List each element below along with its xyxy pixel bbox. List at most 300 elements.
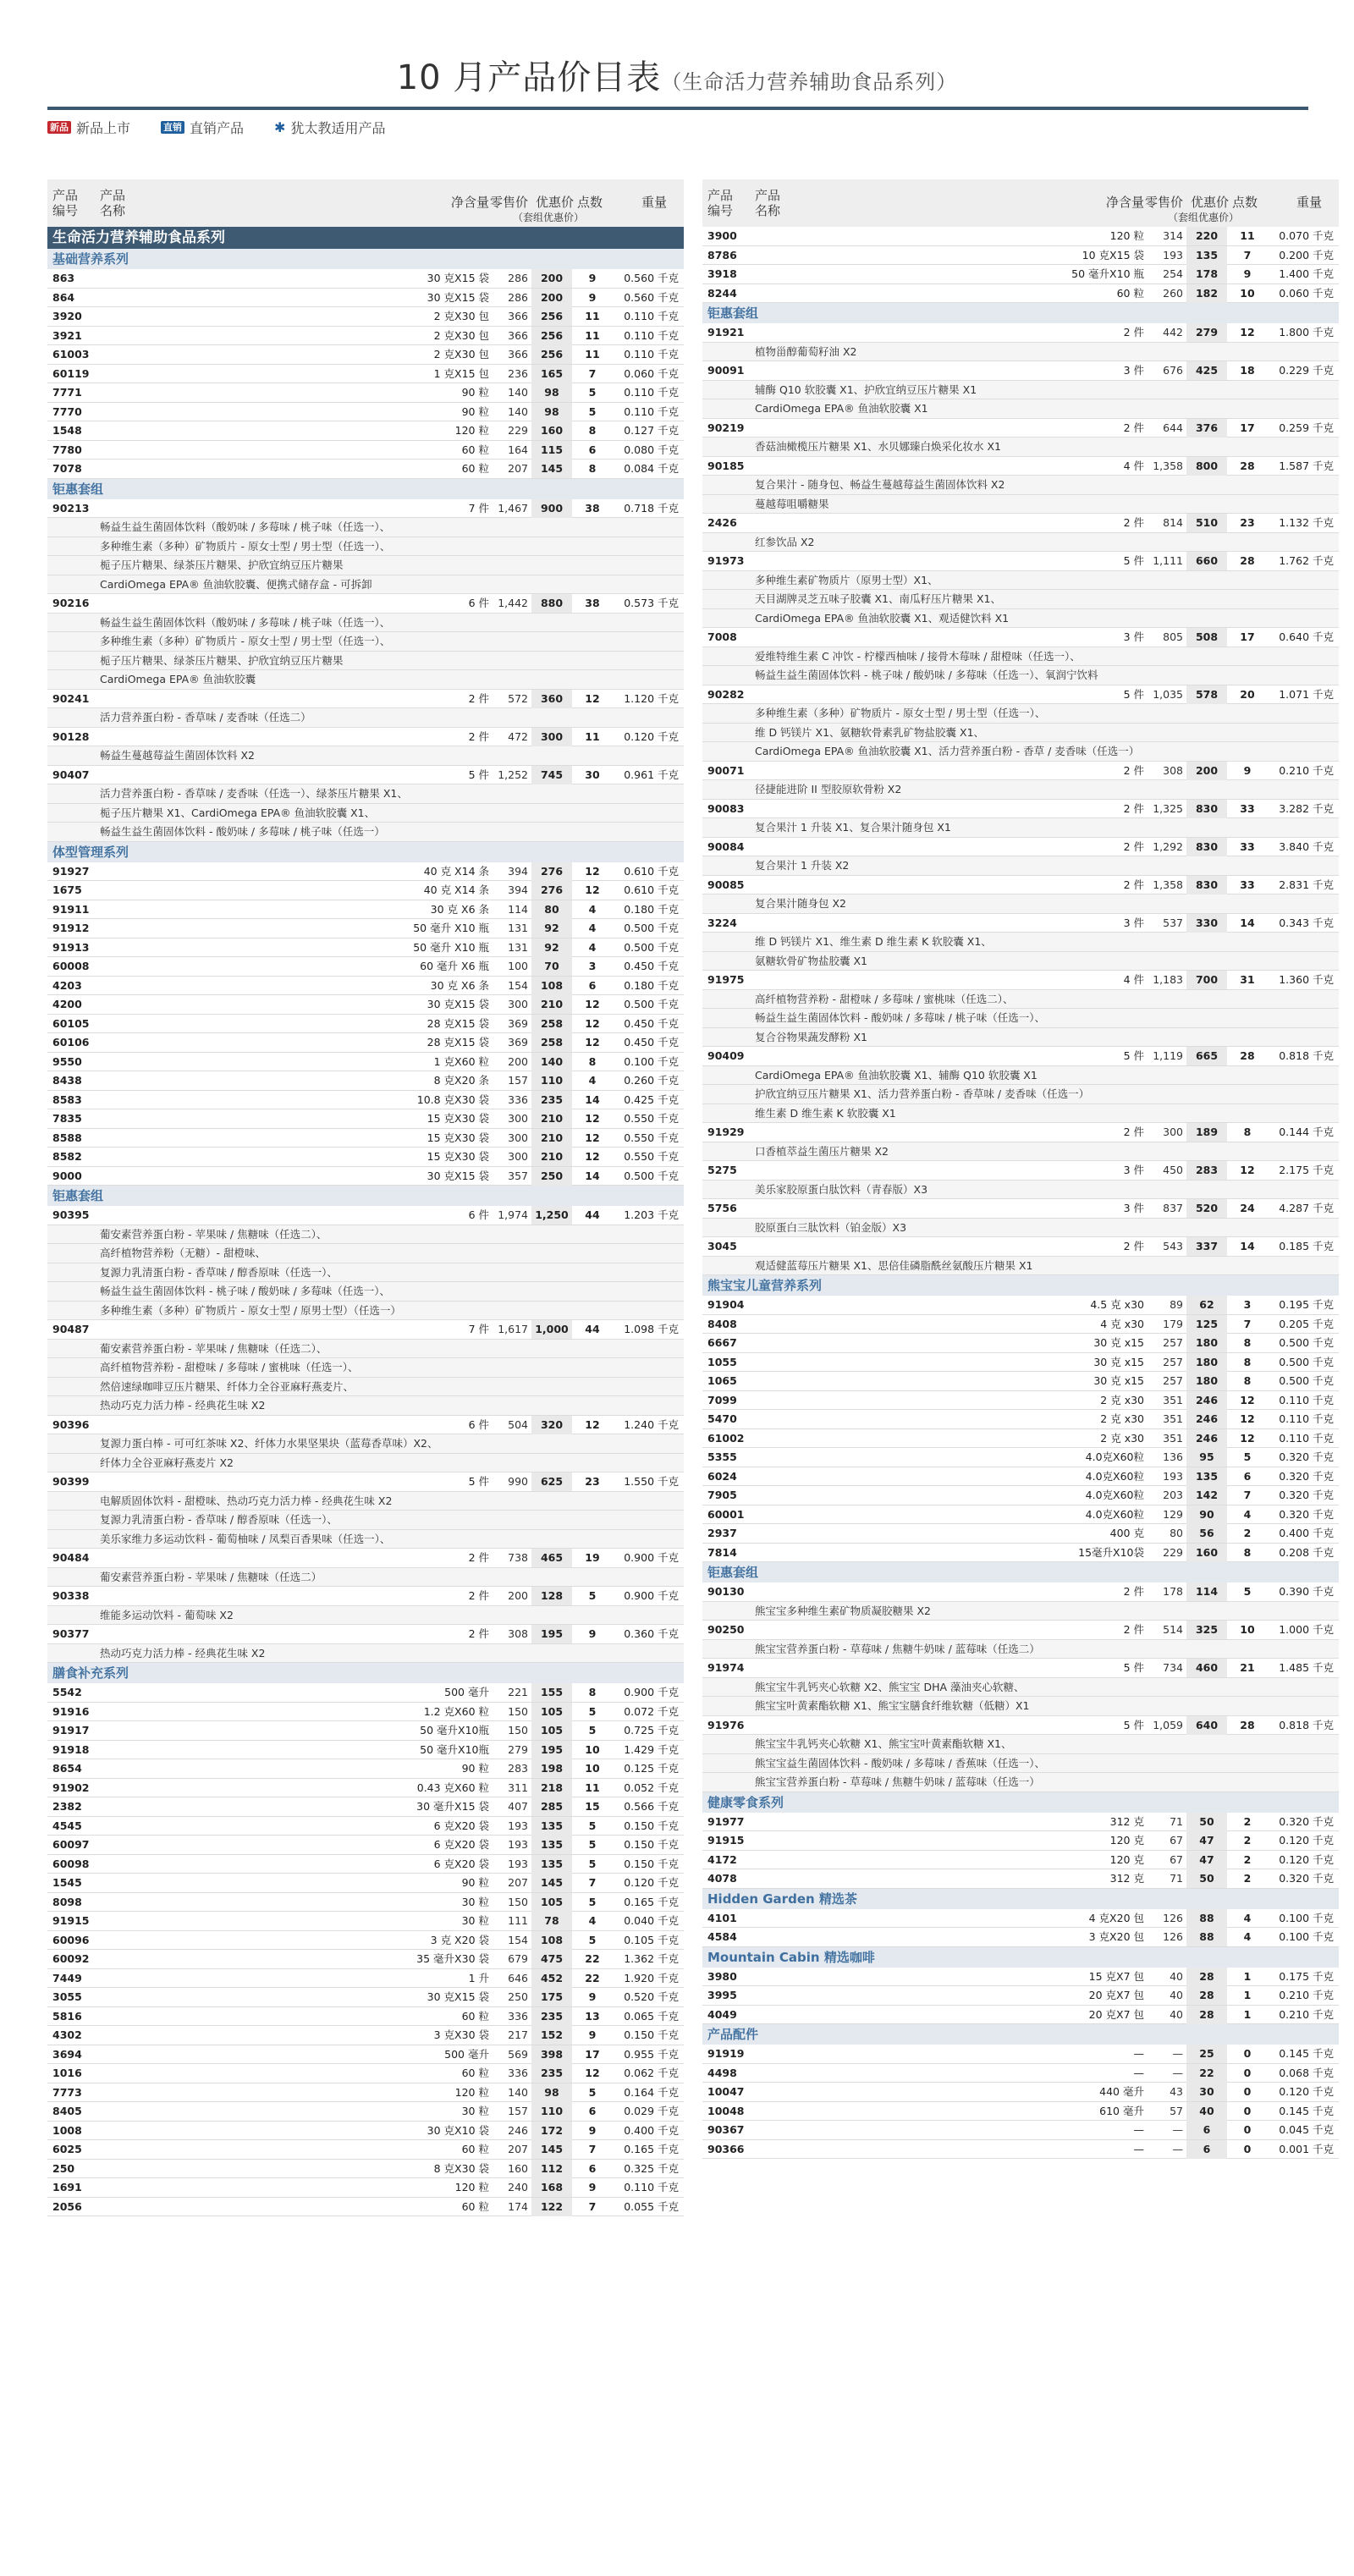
product-code: 5542 [52, 1686, 82, 1698]
product-code: 90083 [707, 801, 745, 815]
member-price: 25 [1186, 2045, 1227, 2063]
product-row [702, 1410, 1339, 1429]
net-content: 30 克X15 袋 [427, 1169, 489, 1182]
product-code: 91975 [707, 973, 745, 986]
member-price: 283 [1186, 1161, 1227, 1180]
product-code: 90409 [707, 1049, 745, 1062]
points: 7 [1243, 1489, 1252, 1501]
product-row [47, 919, 684, 938]
points: 23 [585, 1475, 600, 1488]
weight: 0.068 千克 [1279, 2066, 1334, 2079]
points: 5 [588, 1819, 597, 1832]
member-price: 155 [531, 1683, 572, 1702]
net-content: 30 克 x15 [1093, 1336, 1144, 1349]
product-row [47, 1167, 684, 1186]
section-title: 熊宝宝儿童营养系列 [707, 1278, 823, 1293]
retail-price: 174 [508, 2199, 528, 2213]
net-content: 15 克X30 袋 [427, 1112, 489, 1125]
product-code: 7773 [52, 2085, 82, 2099]
retail-price: 1,111 [1153, 554, 1183, 567]
net-content: 6 件 [468, 1417, 489, 1431]
member-price: 800 [1186, 457, 1227, 476]
retail-price: 164 [508, 443, 528, 456]
retail-price: 136 [1163, 1450, 1183, 1463]
retail-price: 150 [508, 1724, 528, 1737]
member-price: 175 [531, 1988, 572, 2006]
weight: 0.818 千克 [1279, 1718, 1334, 1731]
weight: 1.587 千克 [1279, 459, 1334, 472]
member-price: 830 [1186, 800, 1227, 818]
points: 23 [1240, 516, 1255, 529]
member-price: 105 [531, 1721, 572, 1740]
weight: 0.180 千克 [624, 978, 679, 992]
weight: 0.900 千克 [624, 1686, 679, 1698]
net-content: 2 件 [1123, 1240, 1144, 1252]
set-contents-row [47, 614, 684, 633]
retail-price: 67 [1170, 1834, 1183, 1847]
points: 8 [588, 1054, 597, 1068]
product-code: 5275 [707, 1164, 737, 1176]
set-contents: 熊宝宝牛乳钙夹心软糖 X2、熊宝宝 DHA 藻油夹心软糖、 [755, 1680, 1025, 1693]
member-price: 30 [1186, 2083, 1227, 2101]
product-code: 1055 [707, 1355, 737, 1368]
net-content: 2 件 [1123, 1126, 1144, 1138]
weight: 0.150 千克 [624, 1838, 679, 1851]
weight: 0.150 千克 [624, 1857, 679, 1870]
product-code: 90487 [52, 1323, 90, 1335]
net-content: 1 克X60 粒 [433, 1054, 489, 1068]
product-code: 3918 [707, 267, 737, 280]
net-content: 2 件 [468, 1589, 489, 1602]
set-contents-row [47, 518, 684, 537]
weight: 0.145 千克 [1279, 2047, 1334, 2060]
points: 5 [588, 1933, 597, 1946]
member-price: 235 [531, 1091, 572, 1109]
set-contents-row [702, 590, 1339, 609]
weight: 0.055 千克 [624, 2199, 679, 2213]
section-title: 钜惠套组 [52, 481, 104, 497]
product-code: 90250 [707, 1623, 745, 1636]
net-content: 2 件 [1123, 839, 1144, 853]
product-row [47, 1779, 684, 1798]
set-contents: 纤体力全谷亚麻籽燕麦片 X2 [100, 1456, 234, 1469]
weight: 0.400 千克 [624, 2123, 679, 2137]
product-code: 60097 [52, 1838, 90, 1851]
points: 12 [585, 1150, 600, 1163]
member-price: 28 [1186, 1968, 1227, 1986]
set-contents-row [702, 856, 1339, 876]
product-row [702, 1315, 1339, 1335]
weight: 1.362 千克 [624, 1952, 679, 1965]
member-price: 465 [531, 1549, 572, 1567]
retail-price: 80 [1170, 1527, 1183, 1539]
points: 2 [1243, 1834, 1252, 1847]
weight: 0.500 千克 [1279, 1374, 1334, 1387]
member-price: 88 [1186, 1928, 1227, 1946]
net-content: 4 克 x30 [1100, 1317, 1144, 1330]
points: 8 [588, 424, 597, 437]
retail-price: 160 [508, 2161, 528, 2175]
weight: 0.175 千克 [1279, 1969, 1334, 1983]
set-contents: 护欣宜纳豆压片糖果 X1、活力营养蛋白粉 - 香草味 / 麦香味（任选一） [755, 1087, 1090, 1100]
retail-price: 157 [508, 1074, 528, 1087]
points: 12 [585, 883, 600, 896]
retail-price: 154 [508, 1933, 528, 1946]
product-code: 91976 [707, 1718, 745, 1731]
set-contents: 多种维生素（多种）矿物质片 - 原女士型 / 男士型（任选一）、 [100, 539, 391, 553]
net-content: 4 件 [1123, 973, 1144, 986]
retail-price: 514 [1163, 1623, 1183, 1636]
member-price: 520 [1186, 1199, 1227, 1218]
set-contents: 畅益生益生菌固体饮料（酸奶味 / 多莓味 / 桃子味（任选一）、 [100, 520, 391, 533]
retail-price: 246 [508, 2123, 528, 2137]
product-row [47, 2026, 684, 2045]
set-contents-row [47, 1263, 684, 1283]
product-code: 8408 [707, 1317, 737, 1330]
product-code: 90071 [707, 763, 745, 777]
legend-direct-label: 直销产品 [190, 119, 245, 136]
points: 12 [585, 1112, 600, 1125]
points: 4 [588, 1074, 597, 1087]
net-content: 4 克X20 包 [1088, 1911, 1144, 1924]
product-code: 90377 [52, 1627, 90, 1640]
points: 0 [1243, 2142, 1252, 2155]
retail-price: 1,974 [498, 1208, 528, 1221]
product-row [702, 2140, 1339, 2160]
weight: 0.961 千克 [624, 768, 679, 781]
set-contents-row [47, 1644, 684, 1664]
retail-price: 644 [1163, 421, 1183, 434]
set-contents: 畅益生蔓越莓益生菌固体饮料 X2 [100, 749, 255, 762]
set-row [702, 1047, 1339, 1066]
weight: 0.560 千克 [624, 272, 679, 284]
points: 5 [588, 1704, 597, 1718]
section-title: 钜惠套组 [707, 305, 759, 321]
member-price: 189 [1186, 1123, 1227, 1142]
member-price: 50 [1186, 1813, 1227, 1831]
member-price: 256 [531, 327, 572, 345]
set-contents-row [702, 894, 1339, 914]
member-price: 98 [531, 403, 572, 421]
set-row [702, 1621, 1339, 1640]
member-price: 640 [1186, 1716, 1227, 1735]
set-contents: 高纤植物营养粉 - 甜橙味 / 多莓味 / 蜜桃味（任选一）、 [100, 1361, 359, 1373]
retail-price: 300 [508, 1150, 528, 1163]
weight: 0.100 千克 [1279, 1911, 1334, 1924]
member-price: 246 [1186, 1429, 1227, 1448]
net-content: 2 克 x30 [1100, 1412, 1144, 1425]
product-code: 90399 [52, 1475, 90, 1488]
retail-price: 366 [508, 328, 528, 342]
weight: 0.165 千克 [624, 2143, 679, 2155]
retail-price: 257 [1163, 1374, 1183, 1387]
set-contents: 热动巧克力活力棒 - 经典花生味 X2 [100, 1399, 266, 1412]
net-content: 440 毫升 [1099, 2085, 1144, 2098]
retail-price: 193 [1163, 248, 1183, 261]
product-code: 1545 [52, 1876, 82, 1889]
set-contents-row [702, 647, 1339, 667]
net-content: 60 毫升 X6 瓶 [420, 960, 489, 972]
product-code: 10047 [707, 2085, 745, 2098]
product-row [702, 1429, 1339, 1449]
set-contents-row [702, 990, 1339, 1010]
set-contents: 葡安素营养蛋白粉 - 苹果味 / 焦糖味（任选二）、 [100, 1227, 327, 1241]
net-content: 2 件 [1123, 763, 1144, 777]
retail-price: 67 [1170, 1852, 1183, 1866]
member-price: 178 [1186, 265, 1227, 283]
product-row [47, 1988, 684, 2007]
product-row [702, 1928, 1339, 1947]
weight: 0.127 千克 [624, 424, 679, 437]
member-price: 122 [531, 2198, 572, 2216]
member-price: 210 [531, 1109, 572, 1128]
retail-price: 207 [508, 2143, 528, 2155]
legend-new [47, 118, 130, 137]
net-content: 5 件 [468, 1475, 489, 1488]
product-row [702, 265, 1339, 284]
product-row [702, 1524, 1339, 1544]
set-contents-row [702, 609, 1339, 629]
product-code: 90338 [52, 1589, 90, 1602]
product-code: 90396 [52, 1417, 90, 1431]
product-row [47, 2122, 684, 2141]
net-content: 50 毫升X10瓶 [420, 1742, 489, 1756]
new-badge-icon: 新品 [47, 121, 71, 134]
set-contents-row [702, 1735, 1339, 1754]
net-content: 30 克X15 袋 [427, 290, 489, 304]
hdr-net: 净含量 [1105, 195, 1144, 210]
net-content: 90 粒 [461, 1762, 489, 1775]
retail-price: 676 [1163, 364, 1183, 377]
member-price: 218 [531, 1779, 572, 1797]
retail-price: 990 [508, 1475, 528, 1488]
set-contents-row [702, 438, 1339, 457]
retail-price: 193 [508, 1857, 528, 1870]
points: 12 [585, 691, 600, 705]
product-row [702, 246, 1339, 266]
set-contents: 复源力乳清蛋白粉 - 香草味 / 醇香原味（任选一）、 [100, 1513, 338, 1526]
weight: 0.320 千克 [1279, 1469, 1334, 1483]
product-code: 3045 [707, 1240, 737, 1252]
retail-price: 89 [1170, 1298, 1183, 1311]
net-content: — [1133, 2123, 1144, 2136]
member-price: 360 [531, 690, 572, 708]
retail-price: 150 [508, 1895, 528, 1908]
net-content: 7 件 [468, 501, 489, 515]
net-content: 30 粒 [461, 1914, 489, 1927]
member-price: 168 [531, 2178, 572, 2197]
retail-price: 369 [508, 1036, 528, 1049]
member-price: 160 [1186, 1544, 1227, 1562]
weight: 0.320 千克 [1279, 1450, 1334, 1463]
set-contents: 维能多运动饮料 - 葡萄味 X2 [100, 1608, 234, 1621]
weight: 0.080 千克 [624, 443, 679, 456]
product-code: 91918 [52, 1742, 90, 1756]
product-code: 60096 [52, 1933, 90, 1946]
product-row [702, 1486, 1339, 1505]
member-price: 830 [1186, 838, 1227, 856]
retail-price: 286 [508, 290, 528, 304]
net-content: 120 克 [1109, 1852, 1144, 1866]
set-contents: 爱维特维生素 C 冲饮 - 柠檬西柚味 / 接骨木莓味 / 甜橙味（任选一）、 [755, 649, 1081, 663]
product-row [702, 227, 1339, 246]
weight: 0.550 千克 [624, 1112, 679, 1125]
set-contents-row [47, 670, 684, 690]
section-header [47, 249, 684, 269]
member-price: 210 [531, 1148, 572, 1166]
points: 9 [588, 2123, 597, 2137]
member-price: 92 [531, 919, 572, 938]
weight: 0.195 千克 [1279, 1298, 1334, 1311]
product-row [47, 2083, 684, 2103]
legend-kosher [274, 118, 385, 137]
set-contents: 蔓越莓咀嚼糖果 [755, 497, 829, 510]
table-header-right [702, 179, 1339, 227]
points: 1 [1243, 1969, 1252, 1983]
hdr-retail: 零售价 [1144, 195, 1183, 210]
member-price: 110 [531, 2102, 572, 2121]
weight: 1.071 千克 [1279, 687, 1334, 701]
points: 4 [588, 940, 597, 954]
weight: 2.831 千克 [1279, 878, 1334, 891]
member-price: 80 [531, 900, 572, 919]
product-code: 9000 [52, 1169, 82, 1182]
product-row [47, 2064, 684, 2083]
retail-price: 43 [1170, 2085, 1183, 2098]
weight: 0.259 千克 [1279, 421, 1334, 434]
product-code: 3921 [52, 328, 82, 342]
product-row [47, 1741, 684, 1760]
net-content: 28 克X15 袋 [427, 1036, 489, 1049]
set-row [702, 1716, 1339, 1736]
net-content: 2 件 [1123, 878, 1144, 891]
section-header [47, 842, 684, 862]
net-content: 15 克X30 袋 [427, 1131, 489, 1144]
points: 7 [1243, 248, 1252, 261]
retail-price: 336 [508, 1093, 528, 1106]
legend-direct [161, 118, 244, 137]
product-code: 60105 [52, 1016, 90, 1030]
set-contents-row [702, 666, 1339, 685]
product-row [47, 1817, 684, 1836]
member-price: 256 [531, 345, 572, 364]
net-content: 120 粒 [454, 2085, 489, 2099]
retail-price: 236 [508, 366, 528, 380]
right-column [702, 179, 1339, 2159]
retail-price: 450 [1163, 1164, 1183, 1176]
retail-price: 837 [1163, 1202, 1183, 1214]
weight: 0.500 千克 [624, 1169, 679, 1182]
product-code: 1548 [52, 424, 82, 437]
net-content: 15 克X30 袋 [427, 1150, 489, 1163]
product-code: 4101 [707, 1911, 737, 1924]
weight: 0.105 千克 [624, 1933, 679, 1946]
retail-price: 257 [1163, 1355, 1183, 1368]
member-price: 195 [531, 1625, 572, 1643]
retail-price: 1,035 [1153, 687, 1183, 701]
product-code: 3694 [52, 2047, 82, 2061]
points: 44 [585, 1323, 600, 1335]
set-contents-row [702, 1697, 1339, 1716]
points: 1 [1243, 2007, 1252, 2021]
weight: 0.205 千克 [1279, 1317, 1334, 1330]
hdr-name-bottom: 名称 [755, 203, 781, 218]
product-code: 91919 [707, 2047, 745, 2060]
retail-price: 126 [1163, 1911, 1183, 1924]
product-code: 8405 [52, 2105, 82, 2117]
retail-price: 254 [1163, 267, 1183, 280]
product-code: 8438 [52, 1074, 82, 1087]
points: 13 [585, 2009, 600, 2023]
member-price: 880 [531, 594, 572, 613]
hdr-code-bottom: 编号 [707, 203, 734, 218]
retail-price: 111 [508, 1914, 528, 1927]
weight: 0.500 千克 [624, 922, 679, 934]
member-price: 1,000 [531, 1320, 572, 1339]
product-code: 3900 [707, 229, 737, 242]
points: 7 [588, 2199, 597, 2213]
product-row [702, 2083, 1339, 2102]
points: 22 [585, 1952, 600, 1965]
retail-price: 1,292 [1153, 839, 1183, 853]
weight: 1.120 千克 [624, 691, 679, 705]
set-contents: 维生素 D 维生素 K 软胶囊 X1 [755, 1106, 896, 1120]
product-code: 91902 [52, 1781, 90, 1794]
points: 33 [1240, 839, 1255, 853]
member-price: 330 [1186, 914, 1227, 933]
points: 7 [588, 2143, 597, 2155]
product-code: 90484 [52, 1551, 90, 1564]
product-row [47, 289, 684, 308]
weight: 0.110 千克 [624, 328, 679, 342]
member-price: 145 [531, 2140, 572, 2159]
product-row [702, 1986, 1339, 2006]
points: 9 [588, 2028, 597, 2041]
product-code: 90367 [707, 2123, 745, 2136]
set-row [702, 1659, 1339, 1678]
points: 2 [1243, 1872, 1252, 1885]
member-price: 246 [1186, 1410, 1227, 1428]
product-code: 5470 [707, 1412, 737, 1425]
retail-price: 394 [508, 864, 528, 878]
retail-price: 71 [1170, 1872, 1183, 1885]
product-code: 90084 [707, 839, 745, 853]
product-row [47, 2045, 684, 2065]
net-content: 10 克X15 袋 [1082, 248, 1144, 261]
set-row [702, 971, 1339, 990]
product-row [47, 460, 684, 479]
weight: 0.145 千克 [1279, 2104, 1334, 2117]
member-price: 510 [1186, 514, 1227, 532]
set-contents: 活力营养蛋白粉 - 香草味 / 麦香味（任选二） [100, 711, 311, 724]
net-content: 6 克X20 袋 [433, 1857, 489, 1870]
net-content: 60 粒 [461, 443, 489, 456]
set-contents-row [702, 1142, 1339, 1162]
product-code: 61003 [52, 348, 90, 361]
product-row [702, 1831, 1339, 1851]
member-price: 135 [531, 1855, 572, 1874]
net-content: 2 克 x30 [1100, 1393, 1144, 1406]
member-price: 165 [531, 365, 572, 383]
set-row [702, 1199, 1339, 1219]
net-content: 30 克X15 袋 [427, 998, 489, 1010]
member-price: 160 [531, 421, 572, 440]
product-code: 5816 [52, 2009, 82, 2023]
set-contents-row [47, 1244, 684, 1263]
product-code: 60098 [52, 1857, 90, 1870]
set-contents-row [702, 1066, 1339, 1086]
set-row [702, 800, 1339, 819]
